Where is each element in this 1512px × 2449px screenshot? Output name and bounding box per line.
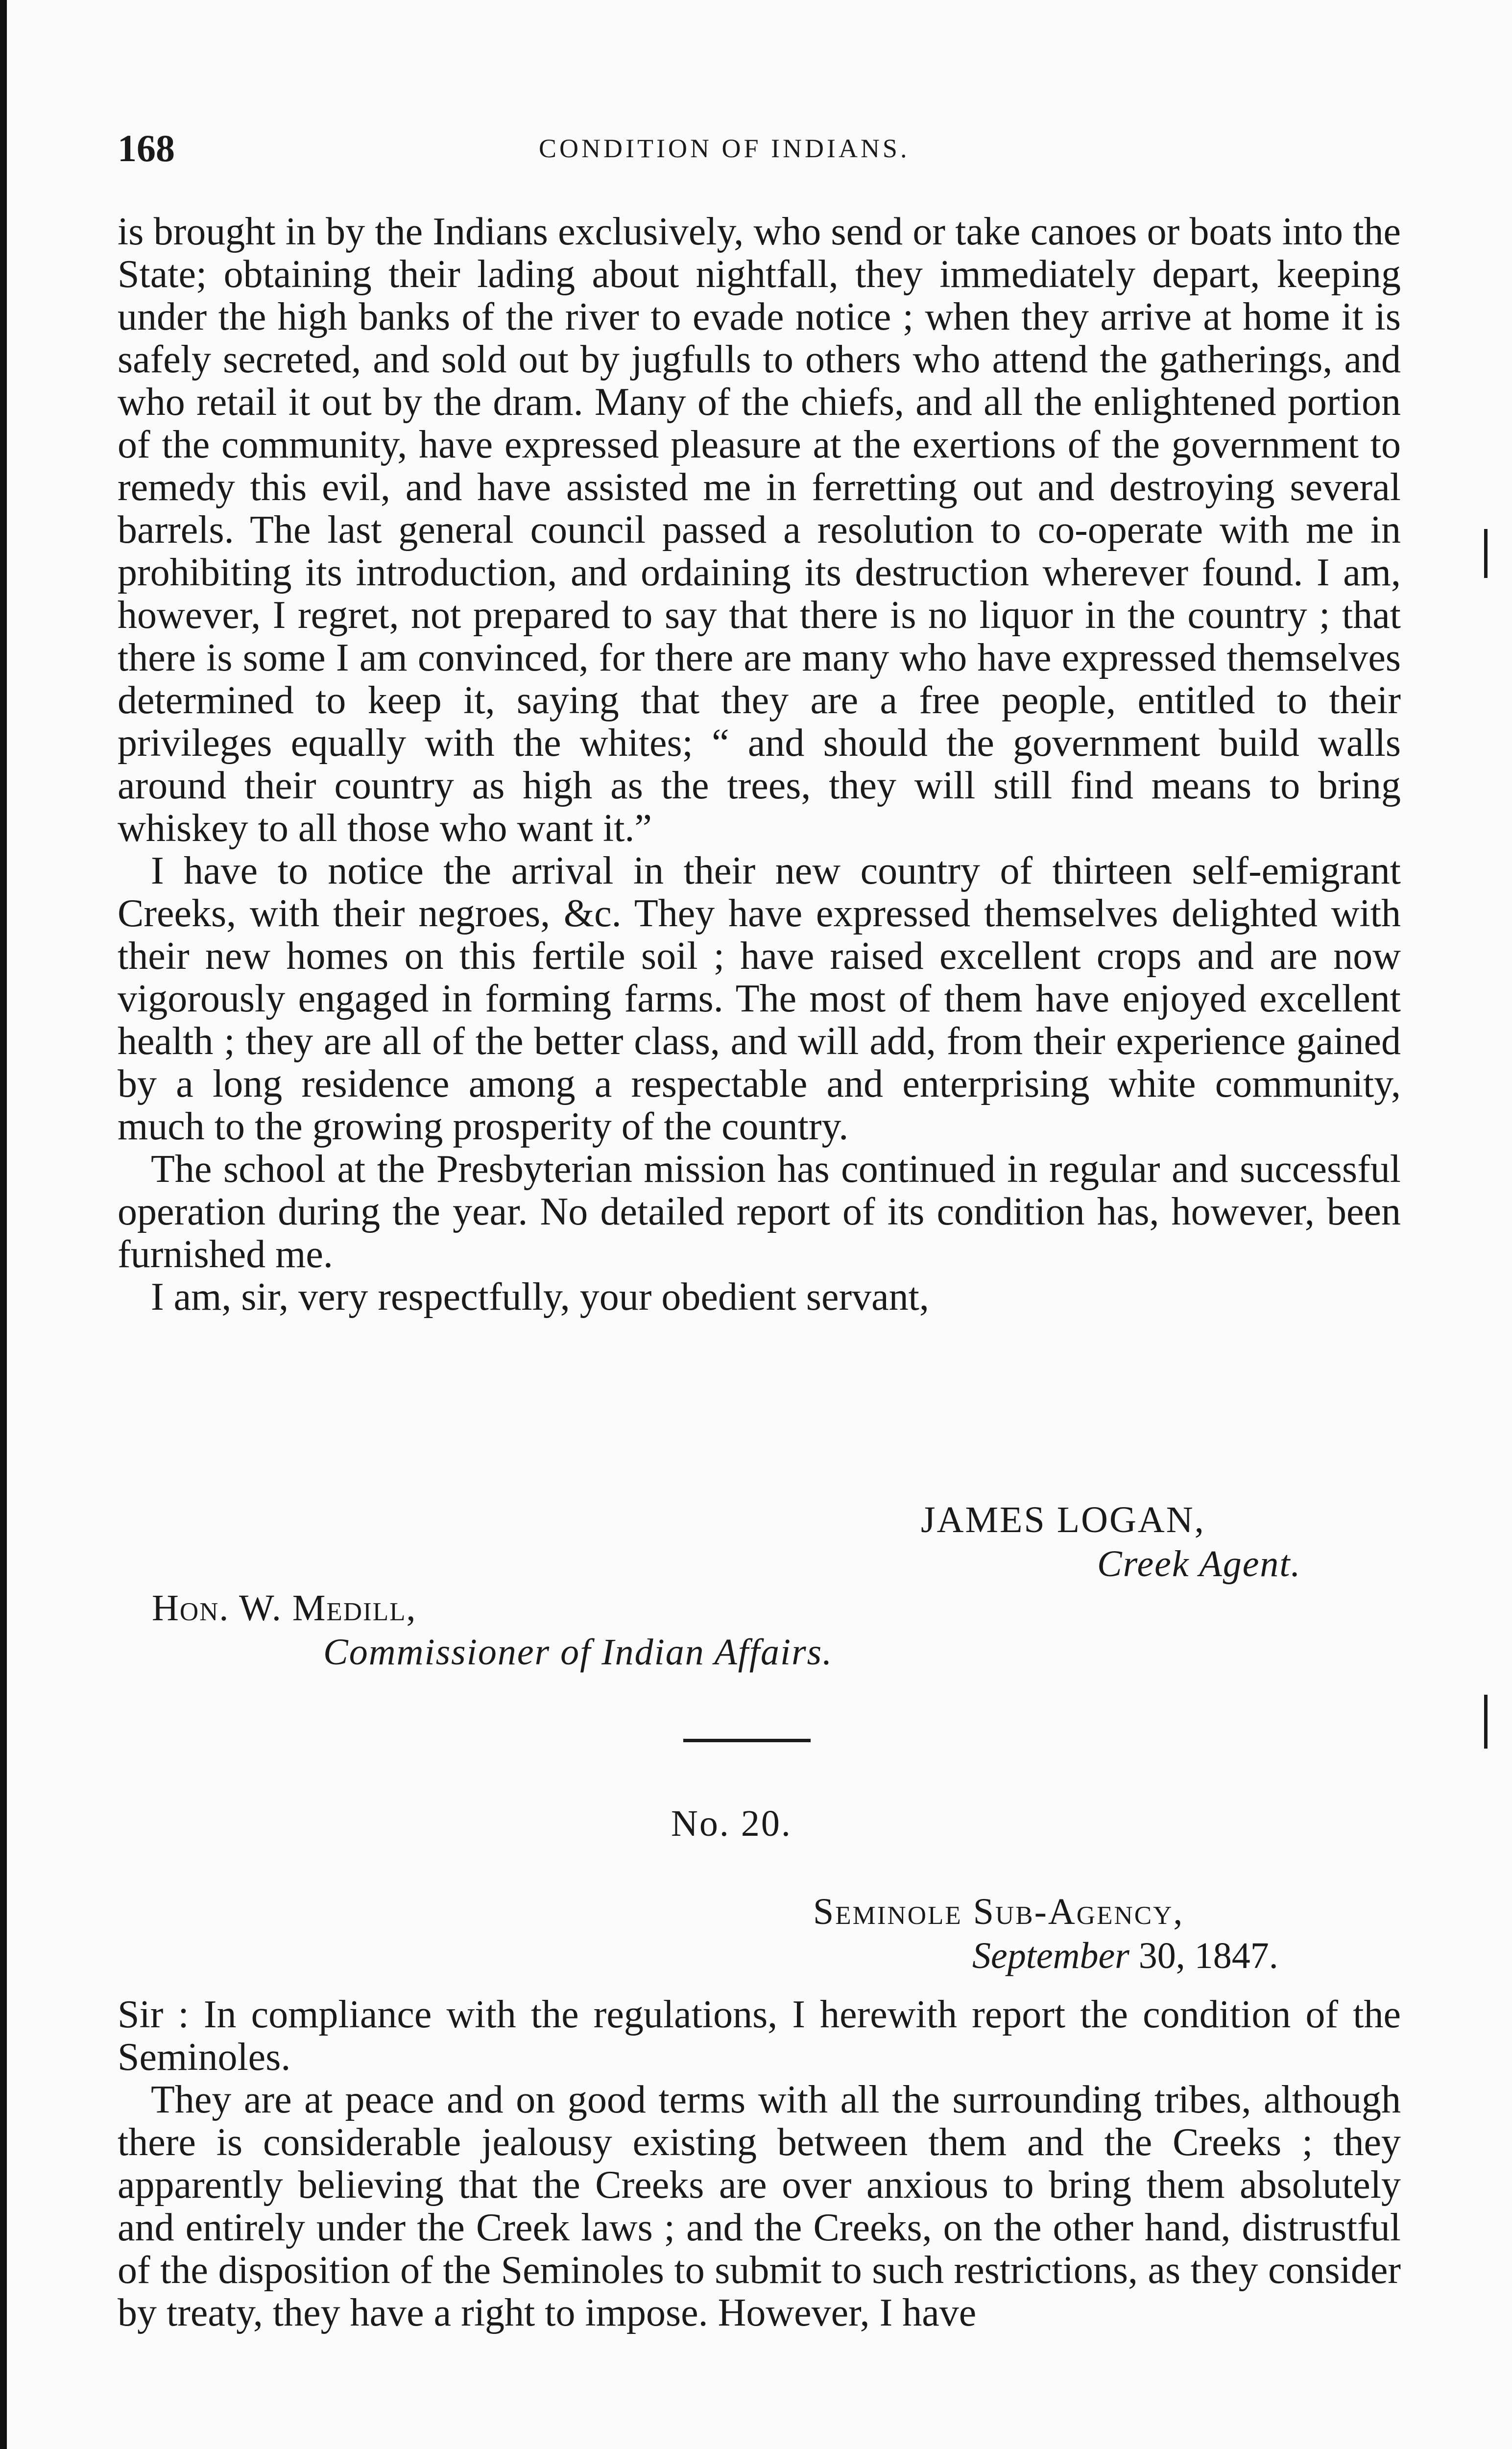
paragraph: I have to notice the arrival in their new country of thirteen self-emigrant Creeks, with their negroes, &c. They have expressed themselves delighted with their new homes on this fertile soil ; have raised excellent crops and are now vigorously engaged in forming farms. The most of them have enjoyed excellent health ; they are all of the better class, and will add, from their experience gained by a long residence among a respectable and enterprising white community, much to the growing prosperity of the country. [118,849,1401,1148]
report-body [118,1993,1401,2334]
running-head: CONDITION OF INDIANS. [539,134,910,163]
paragraph: The school at the Presbyterian mission has continued in regular and successful operation during the year. No detailed report of its condition has, however, been furnished me. [118,1148,1401,1276]
dateline [972,1935,1278,1977]
margin-mark [1484,529,1488,578]
paragraph: I am, sir, very respectfully, your obedient servant, [151,1275,929,1319]
signature-name: JAMES LOGAN, [921,1499,1205,1540]
addressee-name: Hon. W. Medill, [152,1587,417,1629]
page-number: 168 [118,127,175,169]
paragraph: is brought in by the Indians exclusively, who send or take canoes or boats into the State; obtaining their lading about nightfall, they immediately depart, keeping under the high banks of the river to evade notice ; when they arrive at home it is safely secreted, and sold out by jugfulls to others who attend the gatherings, and who retail it out by the dram. Many of the chiefs, and all the enlightened portion of the community, have expressed pleasure at the exertions of the government to remedy this evil, and have assisted me in ferretting out and destroying several barrels. The last general council passed a resolution to co-operate with me in prohibiting its introduction, and ordaining its destruction wherever found. I am, however, I regret, not prepared to say that there is no liquor in the country ; that there is some I am convinced, for there are many who have expressed themselves determined to keep it, saying that they are a free people, entitled to their privileges equally with the whites; “ and should the government build walls around their country as high as the trees, they will still find means to bring whiskey to all those who want it.” [118,210,1401,850]
date-day-year: 30, 1847. [1129,1935,1278,1976]
agency-heading: Seminole Sub-Agency, [813,1891,1184,1932]
signature-title: Creek Agent. [1097,1543,1301,1585]
date-month: September [972,1935,1129,1976]
margin-mark [1484,1695,1488,1749]
page-header [118,126,1401,170]
section-divider [683,1739,811,1742]
document-number: No. 20. [671,1803,792,1844]
salutation-paragraph: Sir : In compliance with the regulations, I herewith report the condition of the Seminoles. [118,1993,1401,2079]
scan-edge-left [0,0,7,2449]
letter-body [118,211,1401,1319]
paragraph: They are at peace and on good terms with all the surrounding tribes, although there is considerable jealousy existing between them and the Creeks ; they apparently believing that the Creeks are over anxious to bring them absolutely and entirely under the Creek laws ; and the Creeks, on the other hand, distrustful of the disposition of the Seminoles to submit to such restrictions, as they consider by treaty, they have a right to impose. However, I have [118,2078,1401,2334]
addressee-title: Commissioner of Indian Affairs. [323,1632,833,1673]
